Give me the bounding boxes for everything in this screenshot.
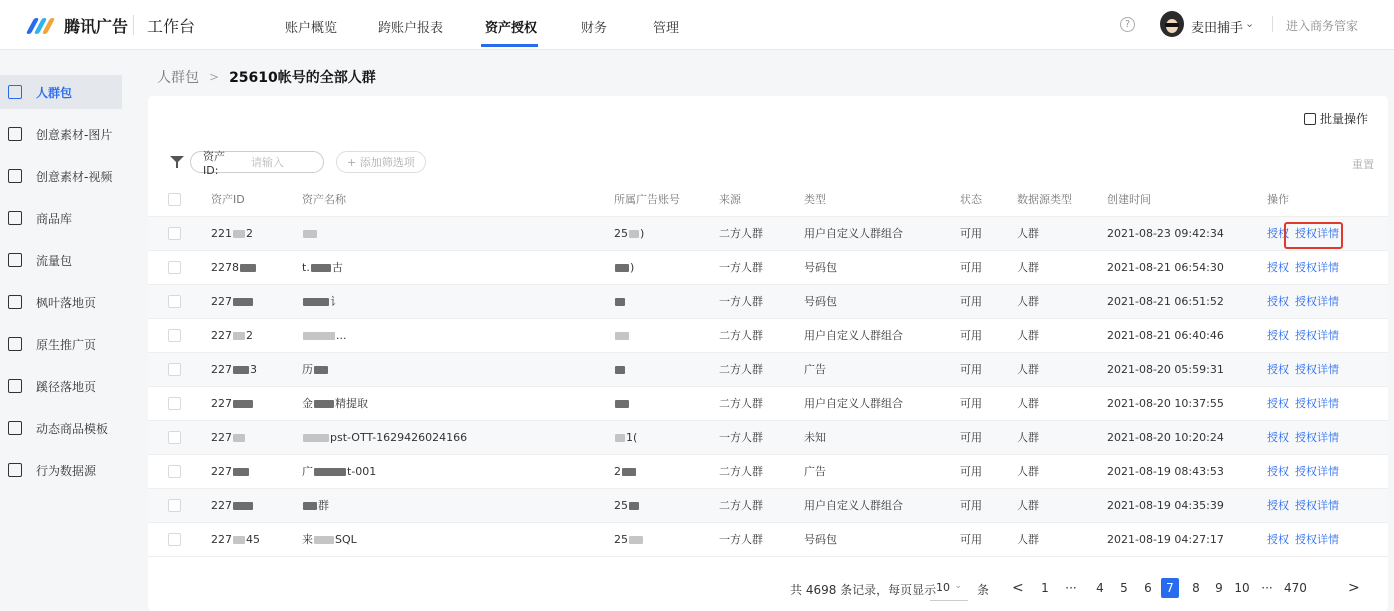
authorize-link[interactable]: 授权 bbox=[1267, 397, 1289, 410]
video-icon bbox=[8, 169, 22, 183]
sidebar-item-creative-image[interactable] bbox=[0, 117, 122, 151]
redacted-block bbox=[314, 366, 328, 374]
sidebar-item-label: 动态商品模板 bbox=[36, 421, 109, 436]
status-cell: 可用 bbox=[960, 295, 982, 308]
page-ellipsis[interactable]: ··· bbox=[1065, 581, 1077, 595]
asset-id-cell-text: 221 bbox=[211, 227, 232, 240]
type-cell: 用户自定义人群组合 bbox=[804, 329, 903, 342]
datasource-type-cell: 人群 bbox=[1017, 533, 1039, 546]
batch-icon bbox=[1304, 113, 1316, 125]
asset-id-cell bbox=[211, 217, 253, 251]
chevron-down-icon[interactable]: ⌄ bbox=[1245, 17, 1255, 30]
type-cell: 号码包 bbox=[804, 533, 837, 546]
redacted-block bbox=[233, 502, 253, 510]
asset-name-cell bbox=[302, 319, 347, 353]
status-cell: 可用 bbox=[960, 499, 982, 512]
sidebar-item-label: 商品库 bbox=[36, 211, 73, 226]
created-time-cell: 2021-08-21 06:40:46 bbox=[1107, 329, 1224, 342]
redacted-block bbox=[303, 434, 329, 442]
ad-account-cell-text: 2 bbox=[614, 465, 621, 478]
datasource-type-cell: 人群 bbox=[1017, 363, 1039, 376]
ad-account-cell bbox=[614, 455, 637, 489]
redacted-block bbox=[615, 366, 625, 374]
asset-id-cell-text: 227 bbox=[211, 295, 232, 308]
row-checkbox[interactable] bbox=[168, 329, 181, 342]
main-panel bbox=[148, 96, 1388, 611]
redacted-block bbox=[303, 502, 317, 510]
redacted-block bbox=[303, 230, 317, 238]
redacted-block bbox=[233, 230, 245, 238]
page-size-value: 10 bbox=[936, 581, 950, 594]
table-header bbox=[148, 183, 1388, 217]
ad-account-cell bbox=[614, 421, 637, 455]
page-button[interactable]: 8 bbox=[1192, 581, 1200, 595]
type-cell: 用户自定义人群组合 bbox=[804, 227, 903, 240]
template-icon bbox=[8, 421, 22, 435]
authorize-link[interactable]: 授权 bbox=[1267, 329, 1289, 342]
asset-id-cell-tail: 2 bbox=[246, 227, 253, 240]
ad-account-cell-text: 25 bbox=[614, 499, 628, 512]
redacted-block bbox=[622, 468, 636, 476]
asset-table bbox=[148, 183, 1388, 557]
chevron-right-icon: > bbox=[209, 70, 220, 84]
page-button[interactable]: 6 bbox=[1144, 581, 1152, 595]
product-library-icon bbox=[8, 211, 22, 225]
source-cell: 二方人群 bbox=[719, 465, 763, 478]
asset-id-cell bbox=[211, 421, 246, 455]
asset-name-cell-text: 金 bbox=[302, 397, 313, 410]
datasource-type-cell: 人群 bbox=[1017, 227, 1039, 240]
authorize-link[interactable]: 授权 bbox=[1267, 431, 1289, 444]
asset-name-cell-text: 历 bbox=[302, 363, 313, 376]
source-cell: 一方人群 bbox=[719, 261, 763, 274]
redacted-block bbox=[615, 400, 629, 408]
table-row[interactable] bbox=[148, 421, 1388, 455]
active-nav-indicator bbox=[481, 44, 538, 47]
asset-id-cell-tail: 45 bbox=[246, 533, 260, 546]
asset-name-cell-tail: SQL bbox=[335, 533, 357, 546]
asset-id-cell-tail: 2 bbox=[246, 329, 253, 342]
table-row[interactable] bbox=[148, 319, 1388, 353]
col-datasource-type: 数据源类型 bbox=[1017, 193, 1072, 206]
authorize-link[interactable]: 授权 bbox=[1267, 533, 1289, 546]
batch-operation-button[interactable] bbox=[1304, 110, 1368, 127]
created-time-cell: 2021-08-23 09:42:34 bbox=[1107, 227, 1224, 240]
ad-account-cell-tail: ) bbox=[630, 261, 635, 274]
row-checkbox[interactable] bbox=[168, 431, 181, 444]
col-type: 类型 bbox=[804, 193, 826, 206]
datasource-type-cell: 人群 bbox=[1017, 261, 1039, 274]
asset-id-cell-text: 2278 bbox=[211, 261, 239, 274]
page-button[interactable]: 1 bbox=[1041, 581, 1049, 595]
asset-name-cell bbox=[302, 285, 341, 319]
nav-management[interactable]: 管理 bbox=[653, 21, 680, 36]
page-title: 25610帐号的全部人群 bbox=[229, 70, 376, 86]
filter-bar bbox=[170, 149, 426, 177]
sidebar-item-label: 行为数据源 bbox=[36, 463, 97, 478]
redacted-block bbox=[233, 434, 245, 442]
page-button[interactable]: 5 bbox=[1120, 581, 1128, 595]
asset-name-cell bbox=[302, 353, 329, 387]
created-time-cell: 2021-08-21 06:54:30 bbox=[1107, 261, 1224, 274]
brand-divider bbox=[133, 15, 134, 35]
asset-id-cell bbox=[211, 251, 257, 285]
source-cell: 二方人群 bbox=[719, 499, 763, 512]
type-cell: 广告 bbox=[804, 465, 826, 478]
asset-name-cell bbox=[302, 489, 329, 523]
datasource-type-cell: 人群 bbox=[1017, 329, 1039, 342]
asset-name-cell-tail: t-001 bbox=[347, 465, 377, 478]
sidebar-item-label: 蹊径落地页 bbox=[36, 379, 97, 394]
nav-cross-account-report[interactable]: 跨账户报表 bbox=[378, 21, 444, 36]
redacted-block bbox=[233, 298, 253, 306]
redacted-block bbox=[629, 230, 639, 238]
help-icon[interactable]: ? bbox=[1120, 17, 1135, 32]
filter-key-label: 资产ID: bbox=[203, 149, 225, 177]
ad-account-cell bbox=[614, 217, 644, 251]
authorize-link[interactable]: 授权 bbox=[1267, 295, 1289, 308]
pagination bbox=[148, 569, 1388, 609]
datasource-type-cell: 人群 bbox=[1017, 397, 1039, 410]
row-checkbox[interactable] bbox=[168, 499, 181, 512]
authorize-link[interactable]: 授权 bbox=[1267, 465, 1289, 478]
row-checkbox[interactable] bbox=[168, 261, 181, 274]
asset-id-cell-text: 227 bbox=[211, 465, 232, 478]
native-page-icon bbox=[8, 337, 22, 351]
asset-id-cell-text: 227 bbox=[211, 397, 232, 410]
asset-id-input[interactable] bbox=[251, 156, 311, 169]
asset-name-cell bbox=[302, 217, 318, 251]
status-cell: 可用 bbox=[960, 363, 982, 376]
asset-id-cell bbox=[211, 523, 260, 557]
page-button[interactable]: 470 bbox=[1284, 581, 1307, 595]
page-button-current[interactable]: 7 bbox=[1161, 578, 1179, 598]
landing-page-icon bbox=[8, 295, 22, 309]
col-asset-id: 资产ID bbox=[211, 193, 245, 206]
redacted-block bbox=[240, 264, 256, 272]
asset-id-cell-text: 227 bbox=[211, 533, 232, 546]
sidebar-item-maple-landing[interactable] bbox=[0, 285, 122, 319]
page-button[interactable]: 4 bbox=[1096, 581, 1104, 595]
col-status: 状态 bbox=[960, 193, 982, 206]
created-time-cell: 2021-08-19 04:35:39 bbox=[1107, 499, 1224, 512]
redacted-block bbox=[615, 298, 625, 306]
logo-mark-icon bbox=[26, 16, 56, 36]
authorization-detail-link[interactable]: 授权详情 bbox=[1295, 397, 1339, 410]
filter-icon[interactable] bbox=[170, 156, 184, 168]
nav-account-overview[interactable]: 账户概览 bbox=[285, 21, 338, 36]
breadcrumb bbox=[157, 67, 376, 87]
nav-finance[interactable]: 财务 bbox=[581, 21, 608, 36]
ad-account-cell-text: 25 bbox=[614, 227, 628, 240]
created-time-cell: 2021-08-20 10:37:55 bbox=[1107, 397, 1224, 410]
asset-name-cell-text: 来 bbox=[302, 533, 313, 546]
asset-name-cell bbox=[302, 455, 376, 489]
datasource-type-cell: 人群 bbox=[1017, 499, 1039, 512]
source-cell: 一方人群 bbox=[719, 533, 763, 546]
brand-name: 腾讯广告 bbox=[64, 17, 129, 36]
authorization-detail-link[interactable]: 授权详情 bbox=[1295, 227, 1339, 240]
sidebar-item-label: 原生推广页 bbox=[36, 337, 97, 352]
authorization-detail-link[interactable]: 授权详情 bbox=[1295, 329, 1339, 342]
redacted-block bbox=[629, 536, 643, 544]
prev-page-button[interactable]: < bbox=[1012, 580, 1024, 596]
asset-id-filter[interactable] bbox=[190, 149, 324, 177]
batch-label: 批量操作 bbox=[1319, 112, 1368, 126]
nav-asset-authorization[interactable]: 资产授权 bbox=[485, 21, 538, 36]
sidebar-item-label: 创意素材-视频 bbox=[36, 169, 113, 184]
asset-id-cell bbox=[211, 489, 254, 523]
asset-name-cell-tail: 精提取 bbox=[335, 397, 368, 410]
asset-id-cell bbox=[211, 353, 257, 387]
table-row[interactable] bbox=[148, 353, 1388, 387]
page-button[interactable]: 9 bbox=[1215, 581, 1223, 595]
sidebar-item-audience[interactable] bbox=[0, 75, 122, 109]
authorize-link[interactable]: 授权 bbox=[1267, 261, 1289, 274]
asset-name-cell-tail: ... bbox=[336, 329, 347, 342]
created-time-cell: 2021-08-19 04:27:17 bbox=[1107, 533, 1224, 546]
table-row[interactable] bbox=[148, 217, 1388, 251]
type-cell: 未知 bbox=[804, 431, 826, 444]
table-row[interactable] bbox=[148, 387, 1388, 421]
status-cell: 可用 bbox=[960, 227, 982, 240]
authorize-link[interactable]: 授权 bbox=[1267, 227, 1289, 240]
authorization-detail-link[interactable]: 授权详情 bbox=[1295, 499, 1339, 512]
redacted-block bbox=[233, 366, 249, 374]
authorization-detail-link[interactable]: 授权详情 bbox=[1295, 295, 1339, 308]
datasource-type-cell: 人群 bbox=[1017, 431, 1039, 444]
asset-id-cell bbox=[211, 387, 254, 421]
asset-id-cell bbox=[211, 285, 254, 319]
row-checkbox[interactable] bbox=[168, 295, 181, 308]
redacted-block bbox=[233, 400, 253, 408]
redacted-block bbox=[303, 298, 329, 306]
status-cell: 可用 bbox=[960, 261, 982, 274]
table-row[interactable] bbox=[148, 251, 1388, 285]
ad-account-cell-tail: 1( bbox=[626, 431, 638, 444]
user-name[interactable]: 麦田捕手 bbox=[1191, 21, 1244, 36]
authorization-detail-link[interactable]: 授权详情 bbox=[1295, 363, 1339, 376]
asset-id-cell-text: 227 bbox=[211, 329, 232, 342]
user-divider bbox=[1272, 16, 1273, 32]
audience-icon bbox=[8, 85, 22, 99]
page-ellipsis[interactable]: ··· bbox=[1261, 581, 1273, 595]
avatar[interactable] bbox=[1160, 11, 1184, 37]
source-cell: 二方人群 bbox=[719, 363, 763, 376]
col-created-time: 创建时间 bbox=[1107, 193, 1151, 206]
status-cell: 可用 bbox=[960, 465, 982, 478]
asset-id-cell bbox=[211, 455, 250, 489]
redacted-block bbox=[314, 536, 334, 544]
table-row[interactable] bbox=[148, 523, 1388, 557]
sidebar-item-dynamic-template[interactable] bbox=[0, 411, 122, 445]
ad-account-cell bbox=[614, 489, 640, 523]
created-time-cell: 2021-08-19 08:43:53 bbox=[1107, 465, 1224, 478]
authorization-detail-link[interactable]: 授权详情 bbox=[1295, 465, 1339, 478]
sidebar-item-product-library[interactable] bbox=[0, 201, 122, 235]
workbench-title: 工作台 bbox=[147, 17, 196, 36]
type-cell: 号码包 bbox=[804, 261, 837, 274]
sidebar-item-label: 流量包 bbox=[36, 253, 73, 268]
col-ad-account: 所属广告账号 bbox=[614, 193, 680, 206]
top-bar bbox=[0, 0, 1394, 50]
table-row[interactable] bbox=[148, 489, 1388, 523]
redacted-block bbox=[233, 468, 249, 476]
sidebar-item-label: 人群包 bbox=[36, 85, 73, 100]
col-asset-name: 资产名称 bbox=[302, 193, 346, 206]
redacted-block bbox=[615, 434, 625, 442]
breadcrumb-root[interactable]: 人群包 bbox=[157, 70, 199, 86]
sidebar-item-traffic-pack[interactable] bbox=[0, 243, 122, 277]
authorize-link[interactable]: 授权 bbox=[1267, 499, 1289, 512]
page-button[interactable]: 10 bbox=[1234, 581, 1250, 595]
type-cell: 用户自定义人群组合 bbox=[804, 499, 903, 512]
sidebar-item-label: 创意素材-图片 bbox=[36, 127, 113, 142]
redacted-block bbox=[615, 264, 629, 272]
sidebar-item-path-landing[interactable] bbox=[0, 369, 122, 403]
asset-id-cell-text: 227 bbox=[211, 431, 232, 444]
chevron-down-icon: ⌄ bbox=[954, 581, 962, 591]
ad-account-cell bbox=[614, 285, 626, 319]
source-cell: 二方人群 bbox=[719, 329, 763, 342]
asset-id-cell bbox=[211, 319, 253, 353]
created-time-cell: 2021-08-21 06:51:52 bbox=[1107, 295, 1224, 308]
ad-account-cell bbox=[614, 353, 626, 387]
redacted-block bbox=[314, 468, 346, 476]
asset-name-cell bbox=[302, 387, 368, 421]
sidebar-item-creative-video[interactable] bbox=[0, 159, 122, 193]
status-cell: 可用 bbox=[960, 329, 982, 342]
asset-name-cell-tail: pst-OTT-1629426024166 bbox=[330, 431, 468, 444]
tencent-ads-logo[interactable] bbox=[26, 14, 128, 37]
redacted-block bbox=[314, 400, 334, 408]
asset-name-cell bbox=[302, 523, 357, 557]
source-cell: 一方人群 bbox=[719, 295, 763, 308]
asset-name-cell-tail: 群 bbox=[318, 499, 329, 512]
type-cell: 号码包 bbox=[804, 295, 837, 308]
page-size-unit: 条 bbox=[977, 583, 990, 597]
authorization-detail-link[interactable]: 授权详情 bbox=[1295, 533, 1339, 546]
asset-name-cell-text: 广 bbox=[302, 465, 313, 478]
asset-name-cell bbox=[302, 421, 467, 455]
status-cell: 可用 bbox=[960, 397, 982, 410]
table-row[interactable] bbox=[148, 285, 1388, 319]
sidebar bbox=[0, 50, 134, 611]
authorization-detail-link[interactable]: 授权详情 bbox=[1295, 431, 1339, 444]
redacted-block bbox=[311, 264, 331, 272]
asset-id-cell-text: 227 bbox=[211, 499, 232, 512]
sidebar-item-native-page[interactable] bbox=[0, 327, 122, 361]
redacted-block bbox=[233, 536, 245, 544]
sidebar-item-data-source[interactable] bbox=[0, 453, 122, 487]
traffic-pack-icon bbox=[8, 253, 22, 267]
redacted-block bbox=[303, 332, 335, 340]
ad-account-cell bbox=[614, 523, 644, 557]
row-checkbox[interactable] bbox=[168, 533, 181, 546]
type-cell: 用户自定义人群组合 bbox=[804, 397, 903, 410]
table-row[interactable] bbox=[148, 455, 1388, 489]
asset-name-cell-tail: 古 bbox=[331, 261, 343, 274]
ad-account-cell bbox=[614, 251, 634, 285]
sidebar-item-label: 枫叶落地页 bbox=[36, 295, 97, 310]
row-checkbox[interactable] bbox=[168, 227, 181, 240]
redacted-block bbox=[233, 332, 245, 340]
datasource-type-cell: 人群 bbox=[1017, 465, 1039, 478]
row-checkbox[interactable] bbox=[168, 465, 181, 478]
col-source: 来源 bbox=[719, 193, 741, 206]
col-actions: 操作 bbox=[1267, 193, 1289, 206]
redacted-block bbox=[615, 332, 629, 340]
ad-account-cell bbox=[614, 387, 630, 421]
asset-name-cell-tail: 讠 bbox=[330, 295, 341, 308]
select-all-checkbox[interactable] bbox=[168, 193, 181, 206]
row-checkbox[interactable] bbox=[168, 397, 181, 410]
created-time-cell: 2021-08-20 10:20:24 bbox=[1107, 431, 1224, 444]
add-filter-button[interactable]: + 添加筛选项 bbox=[336, 151, 426, 173]
source-cell: 一方人群 bbox=[719, 431, 763, 444]
data-source-icon bbox=[8, 463, 22, 477]
source-cell: 二方人群 bbox=[719, 227, 763, 240]
type-cell: 广告 bbox=[804, 363, 826, 376]
asset-id-cell-text: 227 bbox=[211, 363, 232, 376]
asset-name-cell-text: t. bbox=[302, 261, 310, 274]
image-icon bbox=[8, 127, 22, 141]
next-page-button[interactable]: > bbox=[1348, 580, 1360, 596]
ad-account-cell bbox=[614, 319, 630, 353]
authorization-detail-link[interactable]: 授权详情 bbox=[1295, 261, 1339, 274]
path-page-icon bbox=[8, 379, 22, 393]
asset-id-cell-tail: 3 bbox=[250, 363, 257, 376]
business-manager-link[interactable]: 进入商务管家 bbox=[1286, 19, 1359, 33]
row-checkbox[interactable] bbox=[168, 363, 181, 376]
datasource-type-cell: 人群 bbox=[1017, 295, 1039, 308]
authorize-link[interactable]: 授权 bbox=[1267, 363, 1289, 376]
ad-account-cell-tail: ) bbox=[640, 227, 645, 240]
status-cell: 可用 bbox=[960, 533, 982, 546]
table-body bbox=[148, 217, 1388, 557]
asset-name-cell bbox=[302, 251, 343, 285]
page-size-select[interactable] bbox=[930, 581, 968, 601]
status-cell: 可用 bbox=[960, 431, 982, 444]
redacted-block bbox=[629, 502, 639, 510]
created-time-cell: 2021-08-20 05:59:31 bbox=[1107, 363, 1224, 376]
source-cell: 二方人群 bbox=[719, 397, 763, 410]
ad-account-cell-text: 25 bbox=[614, 533, 628, 546]
reset-button[interactable]: 重置 bbox=[1352, 158, 1374, 171]
total-records: 共 4698 条记录，每页显示 bbox=[790, 583, 937, 597]
